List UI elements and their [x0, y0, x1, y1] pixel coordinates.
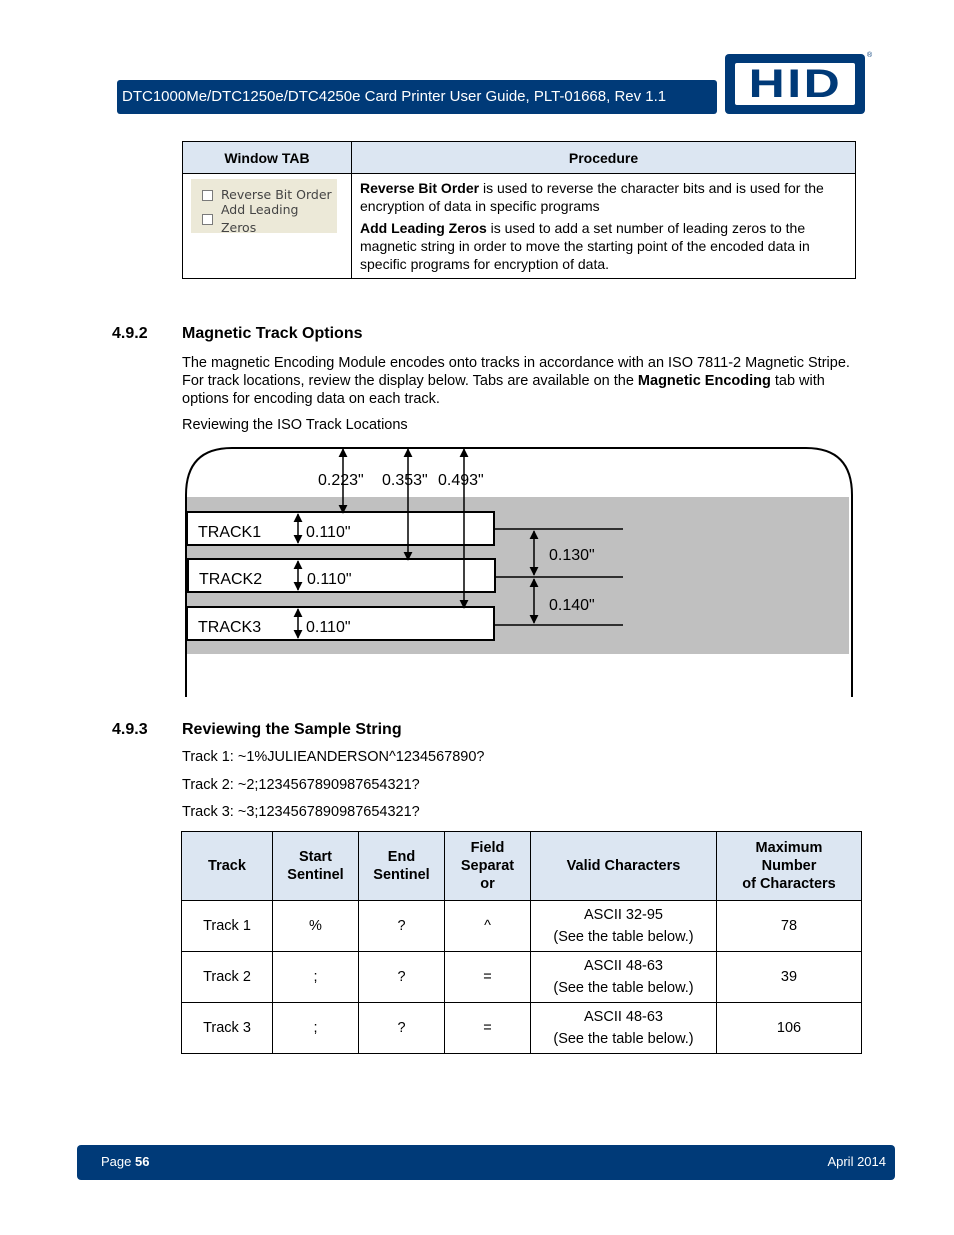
- checkbox-icon: [202, 190, 213, 201]
- procedure-term: Reverse Bit Order: [360, 180, 480, 196]
- section-title: Magnetic Track Options: [182, 325, 363, 342]
- header-max-characters: Maximum Number of Characters: [717, 832, 862, 901]
- publication-date: April 2014: [827, 1154, 886, 1169]
- window-tab-cell: [183, 174, 352, 279]
- checkbox-label: Add Leading Zeros: [220, 202, 299, 235]
- track-label: TRACK2: [199, 571, 263, 588]
- page-number: Page 56: [101, 1154, 150, 1169]
- procedure-cell: [352, 174, 856, 279]
- offset-label: 0.353": [382, 472, 428, 489]
- track-spec-table: [181, 831, 862, 1054]
- header-field-separator: Field Separat or: [445, 832, 531, 901]
- procedure-paragraph: [360, 219, 847, 273]
- document-header-bar: [117, 80, 717, 114]
- section-number: 4.9.2: [112, 325, 148, 342]
- table-header-row: [182, 832, 862, 901]
- track-label: TRACK3: [198, 619, 262, 636]
- document-title: DTC1000Me/DTC1250e/DTC4250e Card Printer User Guide, PLT-01668, Rev 1.1: [122, 88, 667, 105]
- section-paragraph: The magnetic Encoding Module encodes onto tracks in accordance with an ISO 7811-2 Magnetic Stripe. For track locations, review the display below. Tabs are available on the Magnetic Encoding tab with options for encoding data on each track.: [182, 355, 850, 407]
- add-leading-zeros-option: [191, 202, 337, 235]
- header-procedure: Procedure: [352, 142, 856, 174]
- table-row: Track 3 ; ? = ASCII 48-63 (See the table below.) 106: [182, 1003, 862, 1054]
- sample-string-line: Track 1: ~1%JULIEANDERSON^1234567890?: [182, 749, 485, 765]
- checkbox-icon: [202, 214, 213, 225]
- track-label: TRACK1: [198, 524, 262, 541]
- header-valid-characters: Valid Characters: [531, 832, 717, 901]
- section-number: 4.9.3: [112, 721, 148, 738]
- table-row: Track 2 ; ? = ASCII 48-63 (See the table below.) 39: [182, 952, 862, 1003]
- sample-string-line: Track 2: ~2;1234567890987654321?: [182, 777, 420, 793]
- procedure-text: is used to add a set number of leading zeros to the magnetic string in order to move the starting point of the encoded data in specific programs for encryption of data.: [360, 220, 810, 272]
- header-start-sentinel: Start Sentinel: [273, 832, 359, 901]
- header-window-tab: Window TAB: [183, 142, 352, 174]
- hid-logo: [725, 54, 865, 114]
- spacing-label: 0.140": [549, 597, 595, 614]
- iso-track-diagram: [182, 445, 862, 703]
- procedure-paragraph: [360, 179, 847, 215]
- section-title: Reviewing the Sample String: [182, 721, 402, 738]
- offset-label: 0.223": [318, 472, 364, 489]
- header-end-sentinel: End Sentinel: [359, 832, 445, 901]
- sample-string-line: Track 3: ~3;1234567890987654321?: [182, 804, 420, 820]
- spacing-label: 0.130": [549, 547, 595, 564]
- offset-label: 0.493": [438, 472, 484, 489]
- diagram-caption: Reviewing the ISO Track Locations: [182, 417, 408, 433]
- procedure-text: is used to reverse the character bits and is used for the encryption of data in specific programs: [360, 180, 824, 214]
- page-footer: [77, 1145, 895, 1180]
- checkbox-label: Reverse Bit Order: [221, 187, 332, 202]
- header-track: Track: [182, 832, 273, 901]
- encoding-options-panel: [191, 179, 337, 233]
- table-row: Track 1 % ? ^ ASCII 32-95 (See the table below.) 78: [182, 901, 862, 952]
- procedure-term: Add Leading Zeros: [360, 220, 487, 236]
- window-tab-table: [182, 141, 856, 279]
- track-height-label: 0.110": [307, 571, 352, 588]
- track-height-label: 0.110": [306, 619, 351, 636]
- hid-logo-text: HID: [748, 62, 842, 106]
- registered-mark: ®: [867, 52, 873, 59]
- track-height-label: 0.110": [306, 524, 351, 541]
